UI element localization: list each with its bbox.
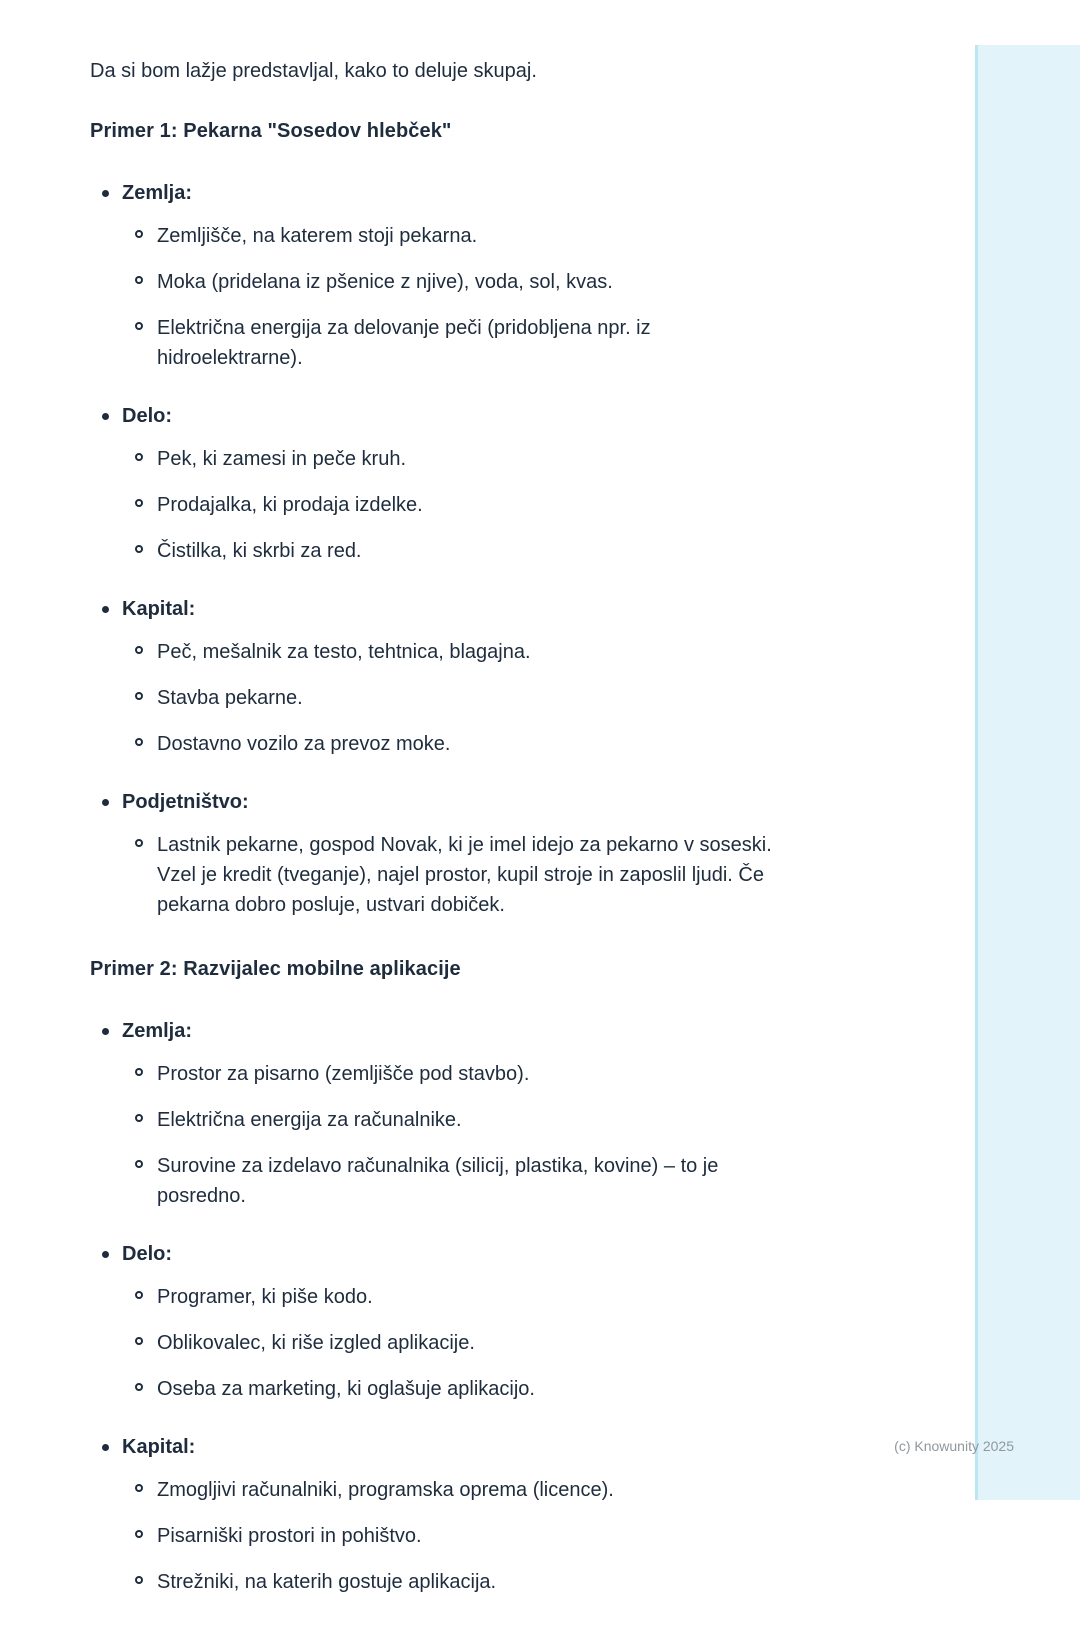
factor-label: Zemlja: — [122, 182, 193, 204]
bullet-circle-icon — [135, 839, 143, 847]
factor-list — [90, 1016, 880, 1597]
sub-item — [135, 267, 800, 297]
section-title: Primer 2: Razvijalec mobilne aplikacije — [90, 958, 461, 980]
factor-label: Kapital: — [122, 1436, 196, 1458]
sub-item-text: Stavba pekarne. — [157, 687, 303, 709]
sub-item — [135, 1282, 800, 1312]
factor-label: Delo: — [122, 1243, 172, 1265]
sub-item — [135, 637, 800, 667]
bullet-circle-icon — [135, 738, 143, 746]
sub-item-text: Peč, mešalnik za testo, tehtnica, blagajna. — [157, 641, 531, 663]
bullet-circle-icon — [135, 1337, 143, 1345]
sub-item — [135, 1475, 800, 1505]
factor-sublist — [102, 830, 880, 920]
sub-item-text: Čistilka, ki skrbi za red. — [157, 540, 362, 562]
factor-label: Kapital: — [122, 598, 196, 620]
factor-label-row — [102, 401, 880, 431]
sub-item-text: Oseba za marketing, ki oglašuje aplikacijo. — [157, 1378, 535, 1400]
bullet-circle-icon — [135, 322, 143, 330]
sub-item — [135, 221, 800, 251]
factor-label-row — [102, 1239, 880, 1269]
sub-item — [135, 490, 800, 520]
bullet-circle-icon — [135, 453, 143, 461]
bullet-circle-icon — [135, 276, 143, 284]
bullet-dot-icon — [102, 1028, 109, 1035]
sub-item — [135, 444, 800, 474]
sub-item — [135, 1374, 800, 1404]
bullet-circle-icon — [135, 1068, 143, 1076]
factor-label: Zemlja: — [122, 1020, 193, 1042]
bullet-dot-icon — [102, 606, 109, 613]
bullet-dot-icon — [102, 799, 109, 806]
sub-item-text: Prostor za pisarno (zemljišče pod stavbo). — [157, 1063, 530, 1085]
factor-item — [102, 787, 880, 920]
bullet-circle-icon — [135, 1576, 143, 1584]
copyright-note: (c) Knowunity 2025 — [894, 1438, 1014, 1454]
sub-item-text: Zemljišče, na katerem stoji pekarna. — [157, 225, 478, 247]
sub-item-text: Strežniki, na katerih gostuje aplikacija. — [157, 1571, 497, 1593]
factor-item — [102, 1239, 880, 1404]
sub-item — [135, 729, 800, 759]
factor-label-row — [102, 1432, 880, 1462]
sub-item — [135, 536, 800, 566]
sub-item — [135, 313, 800, 373]
factor-label-row — [102, 787, 880, 817]
bullet-circle-icon — [135, 1291, 143, 1299]
factor-list — [90, 178, 880, 920]
sub-item-text: Surovine za izdelavo računalnika (silicij, plastika, kovine) – to je posredno. — [157, 1155, 719, 1207]
decorative-side-stripe — [975, 45, 1080, 1500]
factor-label-row — [102, 178, 880, 208]
sub-item-text: Električna energija za delovanje peči (pridobljena npr. iz hidroelektrarne). — [157, 317, 651, 369]
bullet-circle-icon — [135, 1160, 143, 1168]
bullet-circle-icon — [135, 646, 143, 654]
intro-paragraph: Da si bom lažje predstavljal, kako to deluje skupaj. — [90, 60, 537, 82]
sub-item — [135, 1521, 800, 1551]
sub-item-text: Zmogljivi računalniki, programska oprema (licence). — [157, 1479, 614, 1501]
factor-sublist — [102, 1475, 880, 1597]
factor-label-row — [102, 594, 880, 624]
example-section — [90, 954, 880, 1597]
factor-sublist — [102, 444, 880, 566]
factor-sublist — [102, 221, 880, 373]
bullet-dot-icon — [102, 1444, 109, 1451]
factor-sublist — [102, 637, 880, 759]
sub-item-text: Električna energija za računalnike. — [157, 1109, 462, 1131]
sub-item-text: Prodajalka, ki prodaja izdelke. — [157, 494, 423, 516]
factor-item — [102, 401, 880, 566]
section-title: Primer 1: Pekarna "Sosedov hlebček" — [90, 120, 452, 142]
sub-item — [135, 1059, 800, 1089]
sub-item — [135, 830, 800, 920]
sub-item — [135, 1328, 800, 1358]
sub-item — [135, 1567, 800, 1597]
document-body — [90, 56, 880, 1631]
bullet-dot-icon — [102, 1251, 109, 1258]
sub-item — [135, 1151, 800, 1211]
sub-item-text: Oblikovalec, ki riše izgled aplikacije. — [157, 1332, 475, 1354]
bullet-circle-icon — [135, 230, 143, 238]
bullet-dot-icon — [102, 190, 109, 197]
sub-item-text: Pek, ki zamesi in peče kruh. — [157, 448, 406, 470]
bullet-circle-icon — [135, 1114, 143, 1122]
sub-item — [135, 683, 800, 713]
factor-sublist — [102, 1282, 880, 1404]
bullet-circle-icon — [135, 499, 143, 507]
factor-sublist — [102, 1059, 880, 1211]
factor-item — [102, 178, 880, 373]
example-section — [90, 116, 880, 920]
factor-item — [102, 594, 880, 759]
bullet-circle-icon — [135, 1484, 143, 1492]
bullet-circle-icon — [135, 1383, 143, 1391]
sub-item-text: Moka (pridelana iz pšenice z njive), voda, sol, kvas. — [157, 271, 613, 293]
bullet-dot-icon — [102, 413, 109, 420]
sub-item-text: Lastnik pekarne, gospod Novak, ki je imel idejo za pekarno v soseski. Vzel je kredit (tveganje), najel prostor, kupil stroje in zaposlil ljudi. Če pekarna dobro posluje, ustvari dobiček. — [157, 834, 772, 916]
sub-item — [135, 1105, 800, 1135]
factor-item — [102, 1016, 880, 1211]
factor-label: Podjetništvo: — [122, 791, 249, 813]
bullet-circle-icon — [135, 692, 143, 700]
factor-label: Delo: — [122, 405, 172, 427]
factor-label-row — [102, 1016, 880, 1046]
sections — [90, 116, 880, 1597]
sub-item-text: Pisarniški prostori in pohištvo. — [157, 1525, 422, 1547]
sub-item-text: Dostavno vozilo za prevoz moke. — [157, 733, 451, 755]
bullet-circle-icon — [135, 1530, 143, 1538]
bullet-circle-icon — [135, 545, 143, 553]
factor-item — [102, 1432, 880, 1597]
sub-item-text: Programer, ki piše kodo. — [157, 1286, 373, 1308]
